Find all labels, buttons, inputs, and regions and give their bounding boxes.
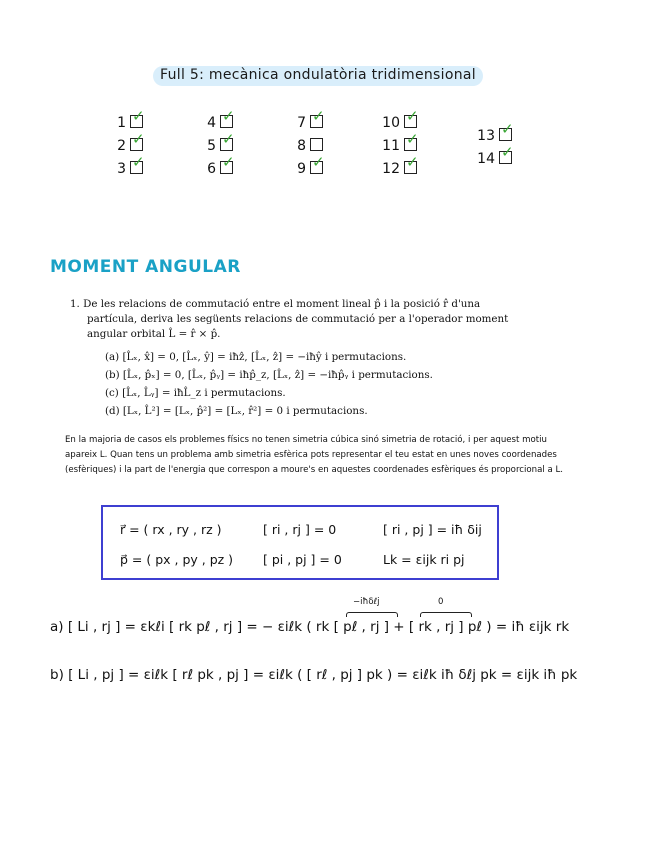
checklist-number: 12 [382,161,400,177]
explanation-paragraph: En la majoria de casos els problemes físics no tenen simetria cúbica sinó simetria de rotació, i per aquest motiu apareix L. Quan tens un problema amb simetria esfèrica pots representar el teu estat en unes noves coordenades (esfèriques) i la part de l'energia que correspon a moure's en aquestes coordenades esfèriques és proporcional a L. [65,435,564,475]
checklist-number: 7 [297,115,306,131]
checklist-number: 2 [117,138,126,154]
commutator-r-r: [ ri , rj ] = 0 [263,522,337,537]
checked-box-icon [130,107,145,128]
annotation-over-a1: −iħδℓj [353,597,380,607]
checked-box-icon [220,130,235,151]
checklist-number: 3 [117,161,126,177]
commutator-r-p: [ ri , pj ] = iħ δij [383,522,482,537]
checkmark-icon: ✓ [406,130,419,148]
checklist-number: 13 [477,128,495,144]
checkmark-icon: ✓ [132,107,145,125]
checked-box-icon [404,153,419,174]
checkmark-icon: ✓ [501,120,514,138]
checklist-number: 6 [207,161,216,177]
checkmark-icon: ✓ [222,130,235,148]
checkmark-icon: ✓ [312,153,325,171]
checklist-item-9 [286,153,325,179]
commutator-p-p: [ pi , pj ] = 0 [263,552,342,567]
checklist-item-12 [380,153,419,179]
checkmark-icon: ✓ [222,153,235,171]
checklist-number: 8 [297,138,306,154]
checklist-item-7 [286,107,325,133]
problem-intro: 1. De les relacions de commutació entre el moment lineal p̂ i la posició r̂ d'una partícula, deriva les següents relacions de commutació per a l'operador moment angular orbital L̂ = r̂ × p̂. [70,298,509,340]
angular-momentum-definition: Lk = εijk ri pj [383,552,465,567]
checkmark-icon: ✓ [312,107,325,125]
checklist-number: 5 [207,138,216,154]
checked-box-icon [130,130,145,151]
checked-box-icon [310,153,325,174]
checked-box-icon [220,153,235,174]
checklist-item-3 [106,153,145,179]
problem-part-a: (a) [L̂ₓ, x̂] = 0, [L̂ₓ, ŷ] = iħẑ, [L̂ₓ, ẑ] = −iħŷ i permutacions. [105,351,407,363]
solution-b: b) [ Li , pj ] = εiℓk [ rℓ pk , pj ] = εiℓk ( [ rℓ , pj ] pk ) = εiℓk iħ δℓj pk = εijk iħ pk [50,667,578,683]
checklist-number: 14 [477,151,495,167]
worksheet-title: Full 5: mecànica ondulatòria tridimensional [160,67,476,83]
problem-part-b: (b) [L̂ₓ, p̂ₓ] = 0, [L̂ₓ, p̂ᵧ] = iħp̂_z, [L̂ₓ, ẑ] = −iħp̂ᵧ i permutacions. [105,369,433,381]
definitions-box [101,505,499,580]
checklist-number: 1 [117,115,126,131]
problem-statement [70,297,510,420]
checkmark-icon: ✓ [132,153,145,171]
checkmark-icon: ✓ [501,143,514,161]
checked-box-icon [404,107,419,128]
problem-part-d: (d) [Lₓ, L̂²] = [Lₓ, p̂²] = [Lₓ, r̂²] = 0 i permutacions. [105,405,368,417]
checkmark-icon: ✓ [406,107,419,125]
checked-box-icon [220,107,235,128]
worksheet-title-banner [153,66,483,86]
checklist-number: 10 [382,115,400,131]
solution-a: a) [ Li , rj ] = εkℓi [ rk pℓ , rj ] = − εiℓk ( rk [ pℓ , rj ] + [ rk , rj ] pℓ ) = iħ εijk rk [50,619,570,635]
checkmark-icon: ✓ [132,130,145,148]
checked-box-icon [404,130,419,151]
annotation-over-a2: 0 [438,597,444,607]
checklist-item-14 [475,143,514,169]
checklist-number: 9 [297,161,306,177]
checked-box-icon [499,143,514,164]
empty-box-icon [310,138,323,151]
section-heading: MOMENT ANGULAR [50,257,241,277]
checkmark-icon: ✓ [222,107,235,125]
checked-box-icon [130,153,145,174]
position-vector: r⃗ = ( rx , ry , rz ) [120,522,222,537]
checked-box-icon [310,107,325,128]
momentum-vector: p⃗ = ( px , py , pz ) [120,552,234,567]
checklist-item-6 [196,153,235,179]
brace-a2 [420,612,472,617]
checklist-number: 4 [207,115,216,131]
problem-part-c: (c) [L̂ₓ, L̂ᵧ] = iħL̂_z i permutacions. [105,387,286,399]
checklist-number: 11 [382,138,400,154]
checkmark-icon: ✓ [406,153,419,171]
checked-box-icon [499,120,514,141]
brace-a1 [346,612,398,617]
